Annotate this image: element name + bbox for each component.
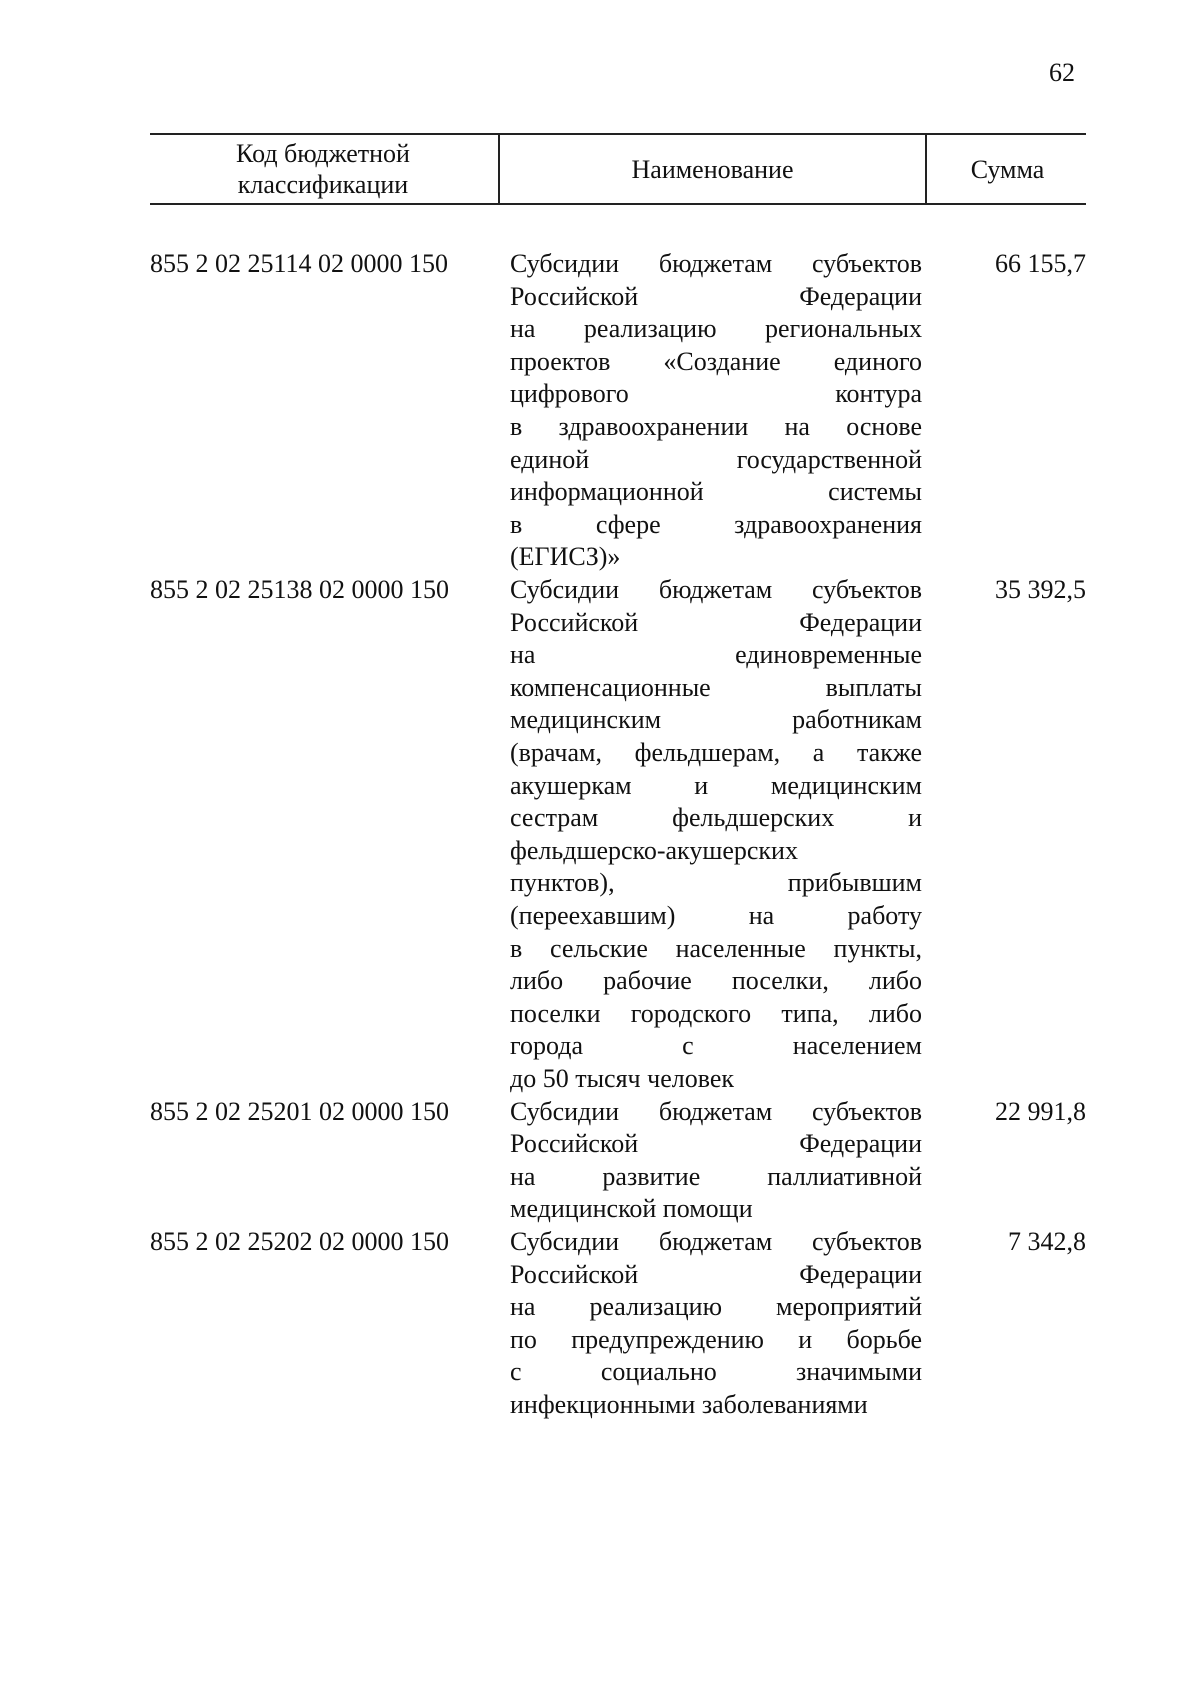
item-name-line: города с населением: [510, 1031, 922, 1061]
budget-code: 855 2 02 25202 02 0000 150: [150, 1226, 449, 1256]
item-name-line: Российской Федерации: [510, 607, 922, 637]
item-name-line: (ЕГИСЗ)»: [510, 542, 621, 572]
item-name-line: информационной системы: [510, 477, 922, 507]
item-name-line: в здравоохранении на основе: [510, 411, 922, 441]
item-name-line: фельдшерско-акушерских: [510, 835, 798, 865]
item-name: [510, 1226, 922, 1422]
item-name-line: медицинской помощи: [510, 1194, 753, 1224]
budget-code: 855 2 02 25138 02 0000 150: [150, 575, 449, 604]
item-name-line: Субсидии бюджетам субъектов: [510, 249, 922, 278]
item-name-line: компенсационные выплаты: [510, 672, 922, 702]
item-name-line: Российской Федерации: [510, 1259, 922, 1289]
item-name-line: Субсидии бюджетам субъектов: [510, 1096, 922, 1126]
table-row: [150, 1226, 1086, 1422]
table-row: [150, 1096, 1086, 1226]
item-name: [510, 574, 922, 1096]
item-sum: 35 392,5: [995, 575, 1086, 604]
item-name-line: поселки городского типа, либо: [510, 998, 922, 1028]
item-name: [510, 248, 922, 574]
item-name-line: на единовременные: [510, 640, 922, 670]
item-sum: 7 342,8: [1008, 1226, 1086, 1256]
item-name-line: сестрам фельдшерских и: [510, 803, 922, 833]
item-sum: 66 155,7: [995, 249, 1086, 278]
item-name-line: (переехавшим) на работу: [510, 900, 922, 930]
item-name-line: в сельские населенные пункты,: [510, 933, 922, 963]
item-name-line: цифрового контура: [510, 379, 922, 409]
budget-code: 855 2 02 25201 02 0000 150: [150, 1096, 449, 1126]
item-name-line: с социально значимыми: [510, 1357, 922, 1387]
item-name-line: до 50 тысяч человек: [510, 1063, 735, 1093]
table-header: [150, 133, 1086, 205]
header-code: Код бюджетной классификации: [236, 139, 410, 199]
item-name-line: на реализацию мероприятий: [510, 1292, 922, 1322]
item-name-line: Субсидии бюджетам субъектов: [510, 1226, 922, 1256]
item-sum: 22 991,8: [995, 1096, 1086, 1126]
table-row: [150, 574, 1086, 1096]
item-name-line: либо рабочие поселки, либо: [510, 966, 922, 996]
item-name-line: Субсидии бюджетам субъектов: [510, 575, 922, 604]
table-body: [150, 248, 1086, 1422]
item-name-line: инфекционными заболеваниями: [510, 1389, 868, 1419]
header-name: Наименование: [498, 135, 925, 203]
table-row: [150, 248, 1086, 574]
item-name-line: (врачам, фельдшерам, а также: [510, 737, 922, 767]
item-name-line: в сфере здравоохранения: [510, 509, 922, 539]
item-name-line: Российской Федерации: [510, 281, 922, 311]
item-name-line: единой государственной: [510, 444, 922, 474]
item-name-line: на развитие паллиативной: [510, 1161, 922, 1191]
page-number: 62: [1049, 58, 1075, 87]
item-name-line: медицинским работникам: [510, 705, 922, 735]
item-name-line: пунктов), прибывшим: [510, 868, 922, 898]
item-name-line: по предупреждению и борьбе: [510, 1324, 922, 1354]
item-name-line: акушеркам и медицинским: [510, 770, 922, 800]
item-name: [510, 1096, 922, 1226]
budget-code: 855 2 02 25114 02 0000 150: [150, 249, 449, 278]
item-name-line: проектов «Создание единого: [510, 346, 922, 376]
item-name-line: на реализацию региональных: [510, 314, 922, 344]
item-name-line: Российской Федерации: [510, 1129, 922, 1159]
header-sum: Сумма: [925, 135, 1088, 203]
